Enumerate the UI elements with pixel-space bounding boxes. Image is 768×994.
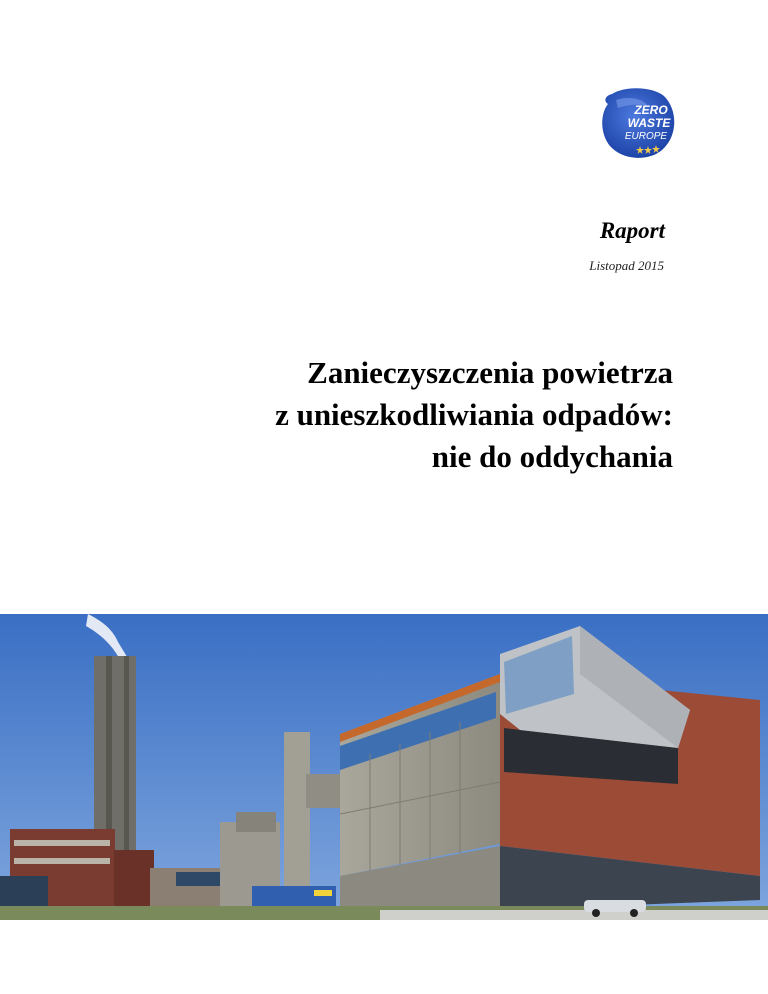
logo-line3: EUROPE: [624, 131, 668, 142]
report-title: [275, 352, 673, 478]
title-line-3: nie do oddychania: [431, 439, 673, 474]
plant-illustration: [0, 614, 768, 920]
logo-icon: [598, 84, 678, 160]
logo-line1: ZERO: [634, 103, 668, 117]
logo-line2: WASTE: [627, 116, 671, 130]
report-date: Listopad 2015: [589, 258, 664, 273]
incineration-plant-photo: [0, 614, 768, 920]
title-line-2: z unieszkodliwiania odpadów:: [275, 397, 673, 432]
zero-waste-europe-logo: [598, 84, 678, 160]
title-line-1: Zanieczyszczenia powietrza: [307, 355, 673, 390]
report-type-label: Raport: [599, 218, 665, 243]
